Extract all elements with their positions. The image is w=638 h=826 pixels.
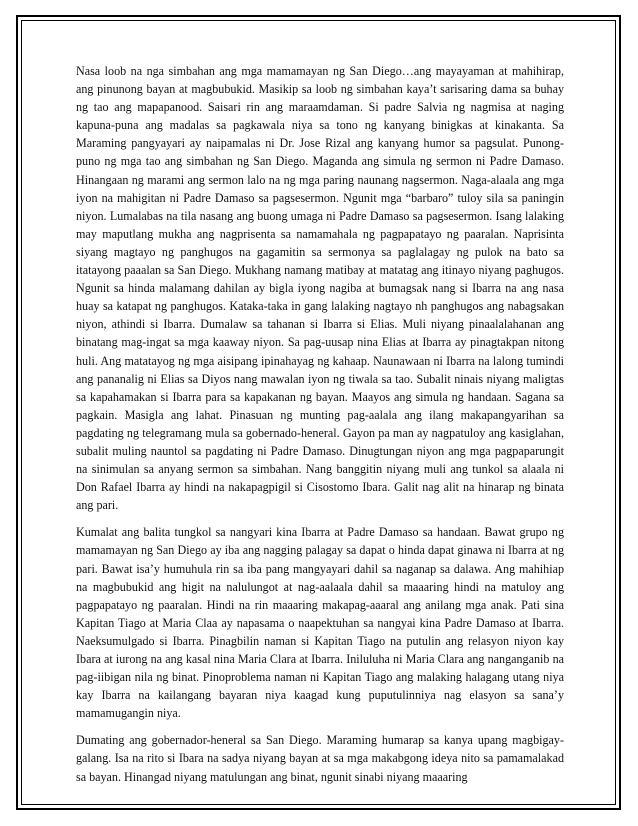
document-body: [76, 62, 564, 814]
paragraph-2: Kumalat ang balita tungkol sa nangyari kina Ibarra at Padre Damaso sa handaan. Bawat grupo ng mamamayan ng San Diego ay iba ang nagging palagay sa dapat o hinda dapat ginawa ni Ibarra at ng pari. Bawat isa’y humuhula rin sa iba pang mangyayari dahil sa naganap sa dalawa. Ang mahihiap na magbubukid ang higit na nalulungot at nag-aalaala dahil sa maaaring hindi na matuloy ang pagpapatayo ng paaralan. Hindi na rin maaaring makapag-aaaral ang anilang mga anak. Pati sina Kapitan Tiago at Maria Claa ay napasama o naapektuhan sa nangyai kina Padre Damaso at Ibarra. Naeksumulgado si Ibarra. Pinagbilin naman si Kapitan Tiago na putulin ang relasyon niyon kay Ibara at iurong na ang kasal nina Maria Clara at Ibarra. Iniluluha ni Maria Clara ang nanganganib na pag-iibigan nila ng binat. Pinoproblema naman ni Kapitan Tiago ang malaking halagang utang niya kay Ibarra na kailangang bayaran niya kaagad kung puputulinniya nag elasyon sa sana’y mamamugangin niya.: [76, 525, 564, 721]
paragraph-3: Dumating ang gobernador-heneral sa San Diego. Maraming humarap sa kanya upang magbigay-galang. Isa na rito si Ibara na sadya niyang bayan at sa mga makabgong ideya nito sa pamamalakad sa bayan. Hinangad niyang matulungan ang binat, ngunit sinabi niyang maaaring: [76, 733, 564, 784]
paragraph-1: Nasa loob na nga simbahan ang mga mamamayan ng San Diego…ang mayayaman at mahihirap, ang pinunong bayan at magbubukid. Masikip sa loob ng simbahan kaya’t sarisaring dama sa buhay ng tao ang mapapanood. Saisari rin ang maraamdaman. Si padre Salvia ng nagmisa at naging kapuna-puna ang madalas sa pagkawala niya sa tono ng kanyang binigkas at kinakanta. Sa Maraming pangyayari ay naipamalas ni Dr. Jose Rizal ang kanyang humor sa pagsulat. Punong-puno ng mga tao ang simbahan ng San Diego. Maganda ang simula ng sermon ni Padre Damaso. Hinangaan ng marami ang sermon lalo na ng mga paring naunang nagsermon. Naga-alaala ang mga iyon na mahigitan ni Padre Damaso sa pagsesermon. Ngunit mga “barbaro” tuloy sila sa paningin niyon. Lumalabas na tila nasang ang buong umaga ni Padre Damaso sa pagsesermon. Isang lalaking may maputlang mukha ang nagprisenta sa namamahala ng pagpapatayo ng paaralan. Naprisinta siyang magtayo ng panghugos na gagamitin sa sermonya sa paglalagay ng pulok na bato sa itatayong paaalan sa San Diego. Mukhang namang matibay at matatag ang itinayo niyang paghugos. Ngunit sa hinda malamang dahilan ay bigla iyong nagiba at bumagsak nang si Ibarra na ang nasa huay sa katapat ng panghugos. Kataka-taka in gang lalaking nagtayo nh panghugos ang nabagsakan niyon, athindi si Ibarra. Dumalaw sa tahanan si Ibarra si Elias. Muli niyang pinaalalahanan ang binatang mag-ingat sa mga kaaway niyon. Sa pag-uusap nina Elias at Ibarra ay pinagtakpan nitong huli. Ang matatayog ng mga aisipang ipinahayag ng kahaap. Naunawaan ni Ibarra na lalong tumindi ang pananalig ni Elias sa Diyos nang mawalan iyon ng tiwala sa tao. Subalit ninais niyang maligtas sa kapahamakan si Ibarra para sa kapakanan ng bayan. Maayos ang simula ng handaan. Sagana sa pagkain. Masigla ang lahat. Pinasuan ng munting pag-aalala ang ilang makapangyarihan sa pagdating ng telegramang mula sa gobernado-heneral. Gayon pa man ay nagpatuloy ang kasiglahan, subalit muling nauntol sa pagdating ni Padre Damaso. Dinugtungan niyon ang mga pagpaparungit na sinimulan sa anyang sermon sa simbahan. Nang banggitin niyang muli ang tunkol sa alaala ni Don Rafael Ibarra ay hindi na nakapagpigil si Cisostomo Ibara. Galit nag alit na hinarap ng binata ang pari.: [76, 64, 564, 513]
